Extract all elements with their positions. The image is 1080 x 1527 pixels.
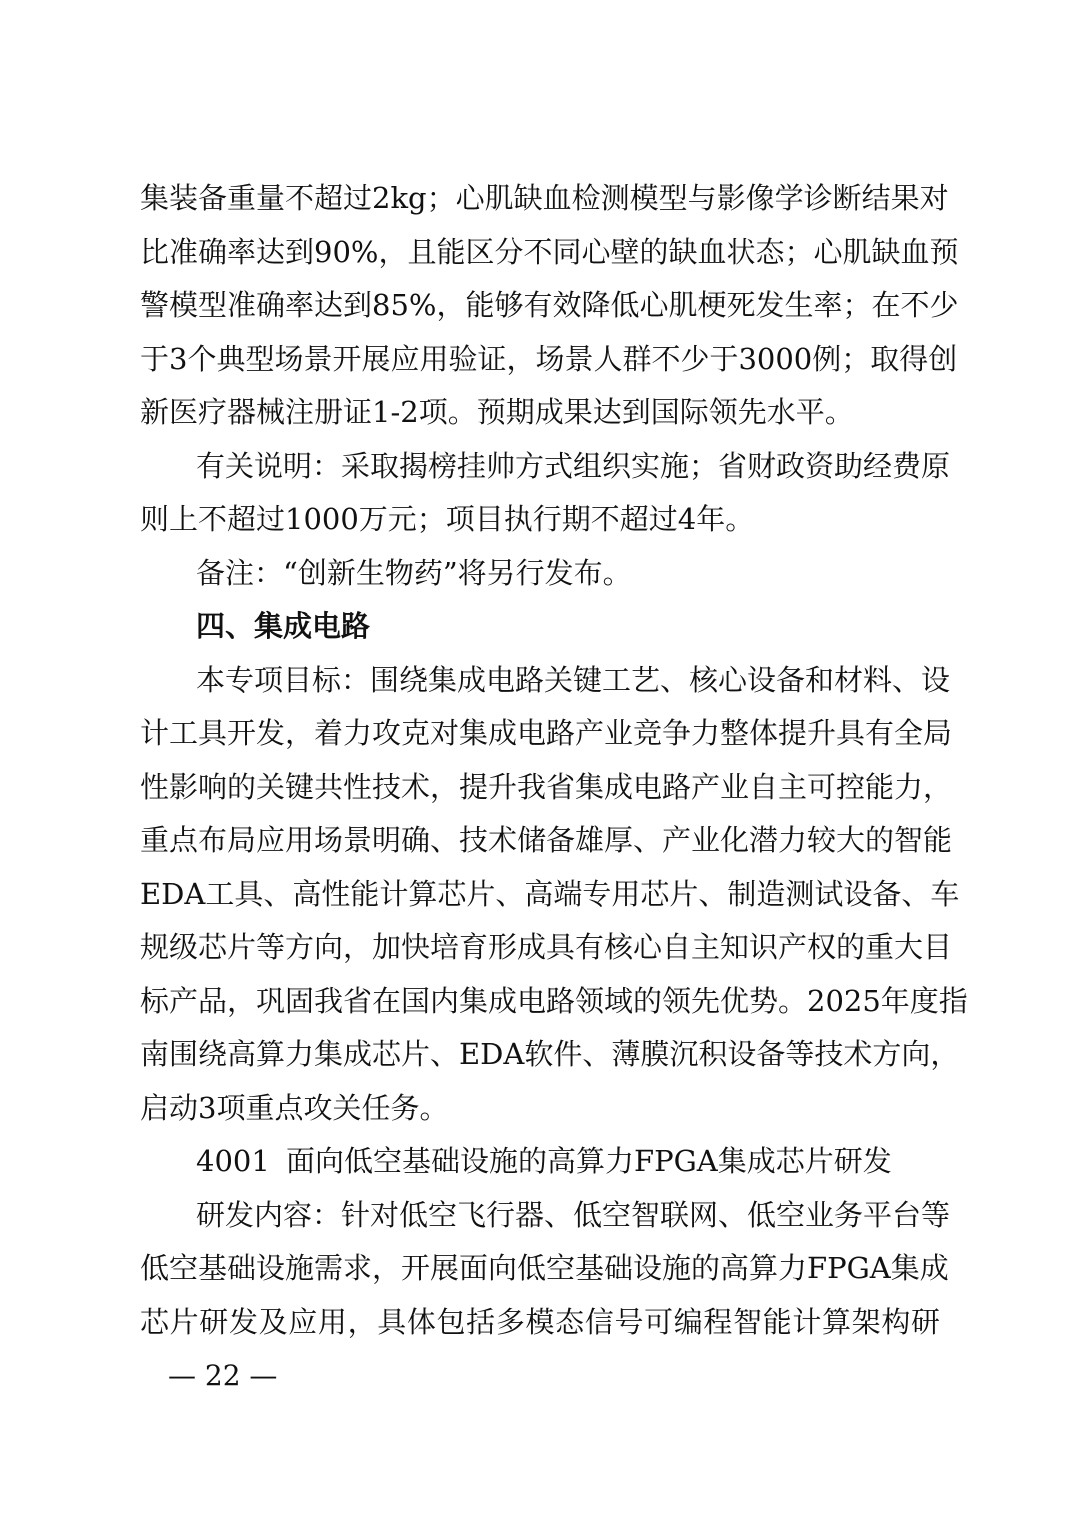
page-number: — 22 — [168, 1359, 278, 1392]
body-line: 芯片研发及应用，具体包括多模态信号可编程智能计算架构研 [140, 1305, 940, 1339]
body-line: 性影响的关键共性技术，提升我省集成电路产业自主可控能力， [140, 770, 953, 804]
body-line: 标产品，巩固我省在国内集成电路领域的领先优势。2025年度指 [140, 984, 968, 1018]
task-code: 4001 [196, 1144, 270, 1178]
task-name: 面向低空基础设施的高算力FPGA集成芯片研发 [286, 1144, 892, 1178]
body-line: 低空基础设施需求，开展面向低空基础设施的高算力FPGA集成 [140, 1251, 949, 1285]
body-line: 于3个典型场景开展应用验证，场景人群不少于3000例；取得创 [140, 342, 958, 376]
task-title [196, 1141, 940, 1181]
body-line: 规级芯片等方向，加快培育形成具有核心自主知识产权的重大目 [140, 930, 953, 964]
body-line: 警模型准确率达到85%，能够有效降低心肌梗死发生率；在不少 [140, 288, 959, 322]
body-line: 研发内容：针对低空飞行器、低空智联网、低空业务平台等 [196, 1198, 951, 1232]
body-line: EDA工具、高性能计算芯片、高端专用芯片、制造测试设备、车 [140, 877, 960, 911]
note-line: 备注：“创新生物药”将另行发布。 [196, 556, 632, 590]
body-line: 集装备重量不超过2kg；心肌缺血检测模型与影像学诊断结果对 [140, 181, 949, 215]
body-line: 计工具开发，着力攻克对集成电路产业竞争力整体提升具有全局 [140, 716, 953, 750]
body-line: 则上不超过1000万元；项目执行期不超过4年。 [140, 502, 755, 536]
body-line: 本专项目标：围绕集成电路关键工艺、核心设备和材料、设 [196, 663, 951, 697]
section-heading: 四、集成电路 [196, 609, 371, 643]
body-line: 重点布局应用场景明确、技术储备雄厚、产业化潜力较大的智能 [140, 823, 953, 857]
body-line: 比准确率达到90%，且能区分不同心壁的缺血状态；心肌缺血预 [140, 235, 959, 269]
body-line: 有关说明：采取揭榜挂帅方式组织实施；省财政资助经费原 [196, 449, 951, 483]
body-line: 启动3项重点攻关任务。 [140, 1091, 449, 1125]
body-line: 新医疗器械注册证1-2项。预期成果达到国际领先水平。 [140, 395, 854, 429]
body-line: 南围绕高算力集成芯片、EDA软件、薄膜沉积设备等技术方向， [140, 1037, 960, 1071]
